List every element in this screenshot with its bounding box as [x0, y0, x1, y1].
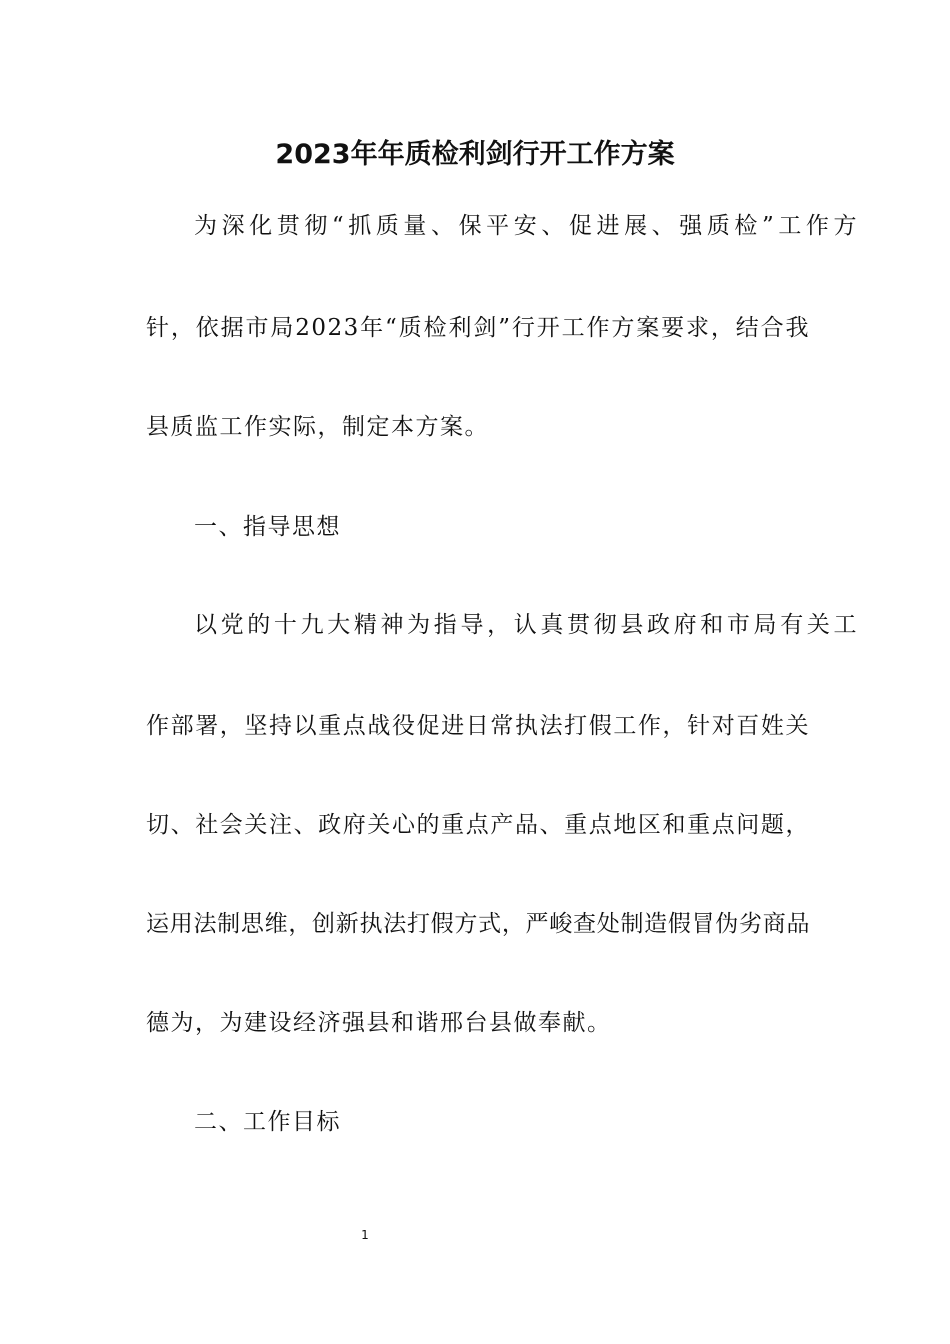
document-title: 2023年年质检利剑行开工作方案 [275, 139, 675, 170]
paragraph-line: 切、社会关注、政府关心的重点产品、重点地区和重点问题， [146, 812, 810, 838]
paragraph-line: 县质监工作实际，制定本方案。 [146, 414, 489, 440]
paragraph-line: 针，依据市局2023年“质检利剑”行开工作方案要求，结合我 [146, 315, 810, 341]
paragraph-line: 运用法制思维，创新执法打假方式，严峻查处制造假冒伪劣商品 [146, 911, 810, 937]
paragraph-line: 德为，为建设经济强县和谐邢台县做奉献。 [146, 1010, 612, 1036]
paragraph-line: 以党的十九大精神为指导，认真贯彻县政府和市局有关工 [194, 612, 858, 638]
section-heading: 一、指导思想 [194, 514, 341, 540]
paragraph-line: 为深化贯彻“抓质量、保平安、促进展、强质检”工作方 [194, 213, 858, 239]
paragraph-line: 作部署，坚持以重点战役促进日常执法打假工作，针对百姓关 [146, 713, 810, 739]
section-heading: 二、工作目标 [194, 1109, 341, 1135]
page-number: 1 [361, 1228, 369, 1242]
